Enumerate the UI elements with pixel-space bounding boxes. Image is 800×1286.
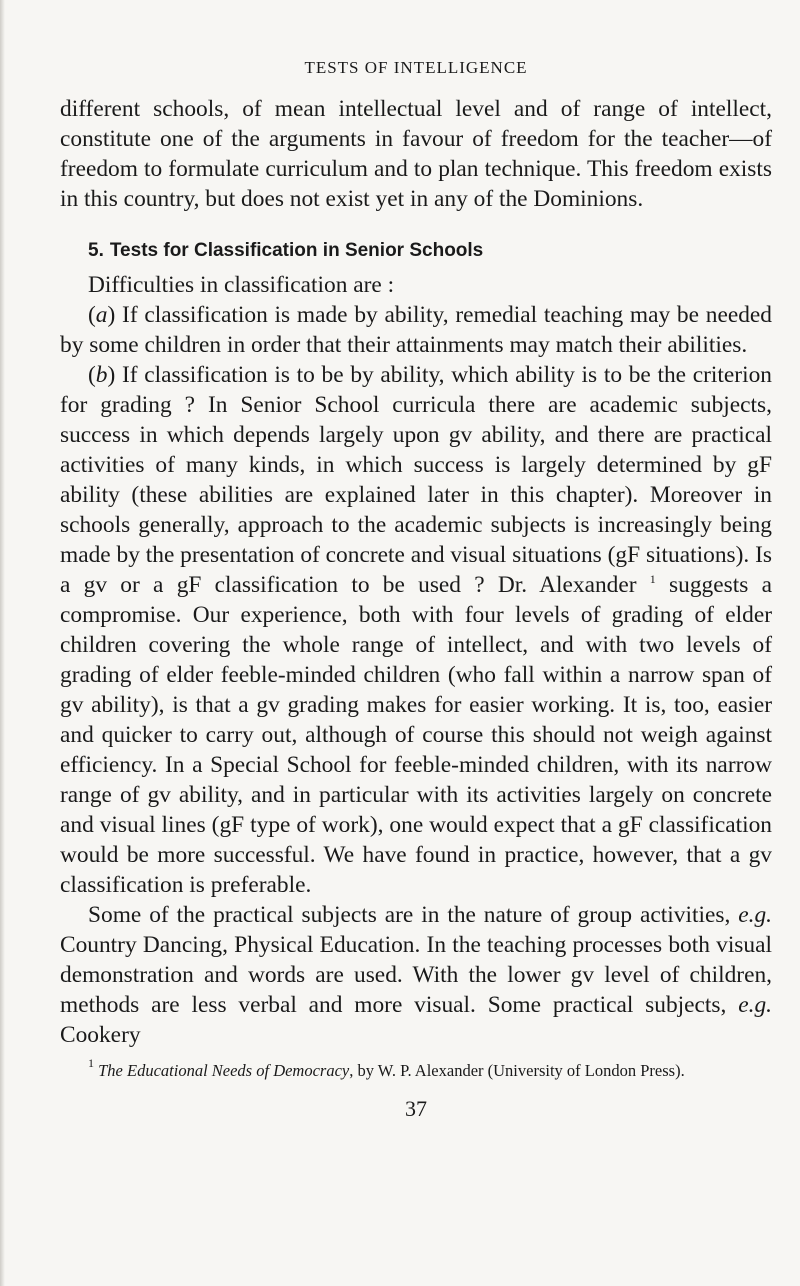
item-a: (a) If classification is made by ability, remedial teaching may be needed by some children in order that their attainments may match their abilities. [60, 302, 772, 358]
item-b: (b) If classification is to be by ability, which ability is to be the criterion for grading ? In Senior School curricula there are academic subjects, success in which depends largely upon gv ability, and there are practical activities of many kinds, in which success is largely determined by gF ability (these abilities are explained later in this chapter). Moreover in schools generally, approach to the academic subjects is increasingly being made by the presentation of concrete and visual situations (gF situations). Is a gv or a gF classification to be used ? Dr. Alexander $^1$ suggests a compromise. Our experience, both with four levels of grading of elder children covering the whole range of intellect, and with two levels of grading of elder feeble-minded children (who fall within a narrow span of gv ability), is that a gv grading makes for easier working. It is, too, easier and quicker to carry out, although of course this should not weigh against efficiency. In a Special School for feeble-minded children, with its narrow range of gv ability, and in particular with its activities largely on concrete and visual lines (gF type of work), one would expect that a gF classification would be more successful. We have found in practice, however, that a gv classification is preferable. [60, 362, 772, 898]
footnote-reference: 1 [649, 572, 656, 586]
section-title: Tests for Classification in Senior Schools [109, 240, 484, 261]
running-head: TESTS OF INTELLIGENCE [304, 58, 528, 77]
footnote-book-title: The Educational Needs of Democracy [98, 1061, 350, 1080]
practical-text-2: Country Dancing, Physical Education. In the teaching processes both visual demonstration and words are used. With the lower gv level of children, methods are less verbal and more visual. Some practical subjects, [60, 932, 772, 1018]
item-b-text-2: suggests a compromise. Our experience, both with four levels of grading of elder children covering the whole range of intellect, and with two levels of grading of elder feeble-minded children (who fall within a narrow span of gv ability), is that a gv grading makes for easier working. It is, too, easier and quicker to carry out, although of course this should not weigh against efficiency. In a Special School for feeble-minded children, with its narrow range of gv ability, and in particular with its activities largely on concrete and visual lines (gF type of work), one would expect that a gF classification would be more successful. We have found in practice, however, that a gv classification is preferable. [60, 572, 772, 898]
section-heading [88, 240, 772, 262]
intro-line: Difficulties in classification are : [88, 272, 395, 298]
practical-text-1: Some of the practical subjects are in the nature of group activities, [88, 902, 739, 928]
paragraph-continued: different schools, of mean intellectual level and of range of intellect, constitute one of the arguments in favour of freedom for the teacher—of freedom to formulate curriculum and to plan technique. This freedom exists in this country, but does not exist yet in any of the Dominions. [60, 96, 772, 212]
item-a-text: If classification is made by ability, remedial teaching may be needed by some children in order that their attainments may match their abilities. [60, 302, 772, 358]
page-edge-shadow [0, 0, 5, 1286]
paragraph-practical-subjects [60, 900, 772, 1050]
section-number: 5. [88, 240, 104, 261]
book-page [60, 58, 772, 1122]
footnote-rest: , by W. P. Alexander (University of London Press). [349, 1061, 685, 1080]
footnote [60, 1056, 772, 1082]
item-a-label: a [95, 302, 108, 328]
item-b-text-1: If classification is to be by ability, which ability is to be the criterion for grading ? In Senior School curricula there are academic subjects, success in which depends largely upon gv ability, and there are practical activities of many kinds, in which success is largely determined by gF ability (these abilities are explained later in this chapter). Moreover in schools generally, approach to the academic subjects is increasingly being made by the presentation of concrete and visual situations (gF situations). Is a gv or a gF classification to be used ? Dr. Alexander [60, 362, 772, 598]
item-b-label: b [95, 362, 108, 388]
eg-abbrev-1: e.g. [738, 902, 772, 928]
footnote-marker: 1 [88, 1056, 94, 1070]
eg-abbrev-2: e.g. [738, 992, 772, 1018]
practical-text-3: Cookery [60, 1022, 141, 1048]
page-number: 37 [405, 1096, 427, 1121]
